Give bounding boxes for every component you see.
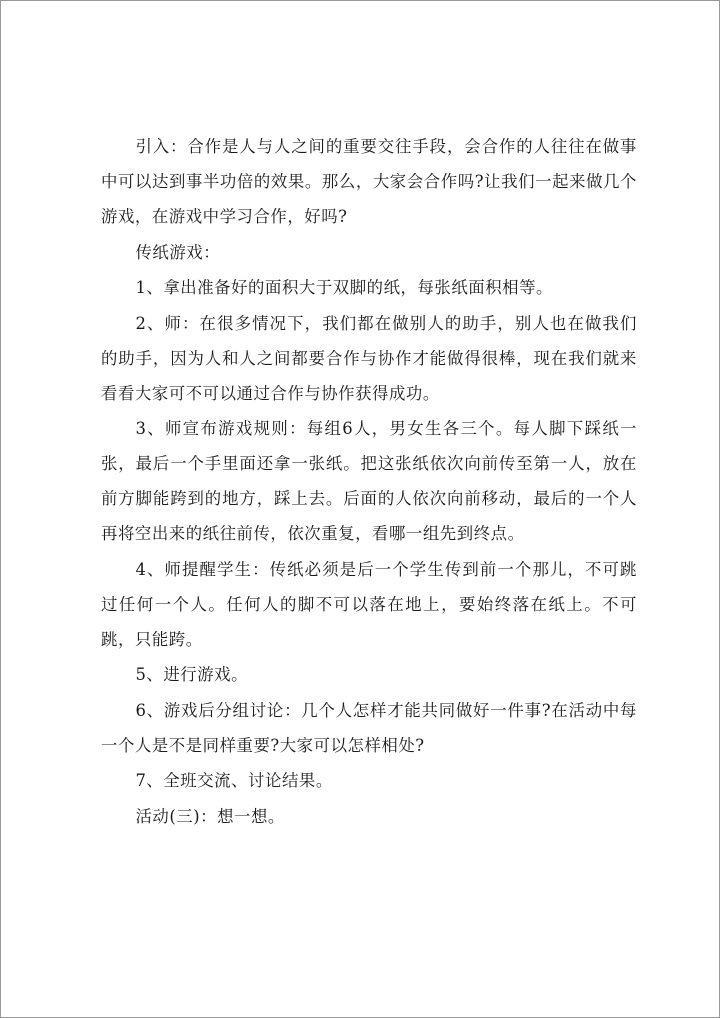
paragraph-activity-3: 活动(三)：想一想。 (135, 806, 285, 826)
paragraph-step-2: 2、师：在很多情况下，我们都在做别人的助手，别人也在做我们的助手，因为人和人之间都要合作与协作才能做得很棒，现在我们就来看看大家可不可以通过合作与协作获得成功。 (101, 313, 637, 403)
paragraph-step-7: 7、全班交流、讨论结果。 (135, 771, 333, 790)
document-body (101, 129, 637, 834)
paragraph-step-6: 6、游戏后分组讨论：几个人怎样才能共同做好一件事?在活动中每一个人是不是同样重要?大家可以怎样相处? (101, 700, 637, 755)
paragraph-step-4: 4、师提醒学生：传纸必须是后一个学生传到前一个那儿，不可跳过任何一个人。任何人的脚不可以落在地上，要始终落在纸上。不可跳，只能跨。 (101, 559, 637, 649)
paragraph-intro: 引入：合作是人与人之间的重要交往手段，会合作的人往往在做事中可以达到事半功倍的效果。那么，大家会合作吗?让我们一起来做几个游戏，在游戏中学习合作，好吗? (101, 137, 637, 226)
paragraph-step-1: 1、拿出准备好的面积大于双脚的纸，每张纸面积相等。 (135, 278, 553, 297)
paragraph-step-3: 3、师宣布游戏规则：每组6人，男女生各三个。每人脚下踩纸一张，最后一个手里面还拿一张纸。把这张纸依次向前传至第一人，放在前方脚能跨到的地方，踩上去。后面的人依次向前移动，最后的一个人再将空出来的纸往前传，依次重复，看哪一组先到终点。 (101, 419, 637, 543)
paragraph-step-5: 5、进行游戏。 (135, 665, 249, 684)
paragraph-game-title: 传纸游戏： (135, 242, 221, 262)
